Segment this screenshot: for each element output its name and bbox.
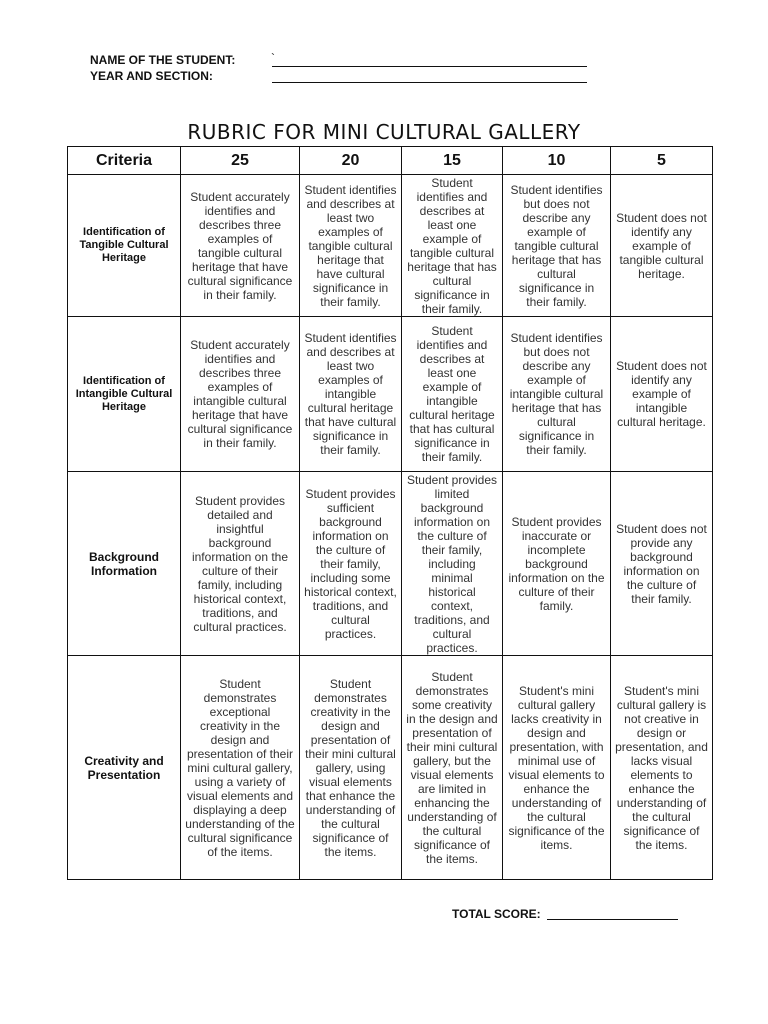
student-name-field[interactable] xyxy=(272,66,587,67)
criterion-label: Background Information xyxy=(68,472,181,656)
table-cell: Student identifies but does not describe any example of tangible cultural heritage that has cultural significance in their family. xyxy=(503,175,611,317)
student-name-label: NAME OF THE STUDENT: xyxy=(90,53,236,67)
table-cell: Student accurately identifies and describes three examples of tangible cultural heritage that have cultural significance in their family. xyxy=(181,175,300,317)
criterion-label: Creativity and Presentation xyxy=(68,656,181,880)
page-title: RUBRIC FOR MINI CULTURAL GALLERY xyxy=(187,120,581,144)
table-cell: Student provides limited background information on the culture of their family, including minimal historical context, traditions, and cultural practices. xyxy=(402,472,503,656)
criterion-label: Identification of Tangible Cultural Heritage xyxy=(68,175,181,317)
header-score-5: 5 xyxy=(611,147,713,175)
year-section-label: YEAR AND SECTION: xyxy=(90,69,213,83)
table-cell: Student identifies and describes at least two examples of intangible cultural heritage that have cultural significance in their family. xyxy=(300,317,402,472)
table-row xyxy=(68,656,713,880)
total-score-field[interactable] xyxy=(547,919,678,920)
table-cell: Student identifies and describes at least one example of tangible cultural heritage that has cultural significance in their family. xyxy=(402,175,503,317)
table-cell: Student demonstrates creativity in the design and presentation of their mini cultural gallery, using visual elements that enhance the understanding of the cultural significance of the items. xyxy=(300,656,402,880)
table-row xyxy=(68,317,713,472)
table-cell: Student provides detailed and insightful background information on the culture of their family, including historical context, traditions, and cultural practices. xyxy=(181,472,300,656)
table-row xyxy=(68,175,713,317)
table-cell: Student identifies and describes at least two examples of tangible cultural heritage that have cultural significance in their family. xyxy=(300,175,402,317)
table-cell: Student provides sufficient background information on the culture of their family, including some historical context, traditions, and cultural practices. xyxy=(300,472,402,656)
header-criteria: Criteria xyxy=(68,147,181,175)
table-cell: Student does not provide any background information on the culture of their family. xyxy=(611,472,713,656)
header-score-15: 15 xyxy=(402,147,503,175)
tick-mark: ` xyxy=(271,51,275,65)
total-score-label: TOTAL SCORE: xyxy=(452,907,541,921)
table-cell: Student identifies but does not describe any example of intangible cultural heritage that has cultural significance in their family. xyxy=(503,317,611,472)
header-score-10: 10 xyxy=(503,147,611,175)
year-section-field[interactable] xyxy=(272,82,587,83)
criterion-label: Identification of Intangible Cultural Heritage xyxy=(68,317,181,472)
header-score-20: 20 xyxy=(300,147,402,175)
header-score-25: 25 xyxy=(181,147,300,175)
table-cell: Student's mini cultural gallery lacks creativity in design and presentation, with minimal use of visual elements to enhance the understanding of the cultural significance of the items. xyxy=(503,656,611,880)
table-row xyxy=(68,472,713,656)
table-cell: Student provides inaccurate or incomplete background information on the culture of their family. xyxy=(503,472,611,656)
table-cell: Student accurately identifies and describes three examples of intangible cultural heritage that have cultural significance in their family. xyxy=(181,317,300,472)
table-cell: Student demonstrates exceptional creativity in the design and presentation of their mini cultural gallery, using a variety of visual elements and displaying a deep understanding of the cultural significance of the items. xyxy=(181,656,300,880)
table-cell: Student does not identify any example of intangible cultural heritage. xyxy=(611,317,713,472)
table-cell: Student does not identify any example of tangible cultural heritage. xyxy=(611,175,713,317)
table-header-row xyxy=(68,147,713,175)
table-cell: Student demonstrates some creativity in the design and presentation of their mini cultural gallery, but the visual elements are limited in enhancing the understanding of the cultural significance of the items. xyxy=(402,656,503,880)
table-cell: Student's mini cultural gallery is not creative in design or presentation, and lacks visual elements to enhance the understanding of the cultural significance of the items. xyxy=(611,656,713,880)
table-cell: Student identifies and describes at least one example of intangible cultural heritage that has cultural significance in their family. xyxy=(402,317,503,472)
rubric-table xyxy=(67,146,713,880)
